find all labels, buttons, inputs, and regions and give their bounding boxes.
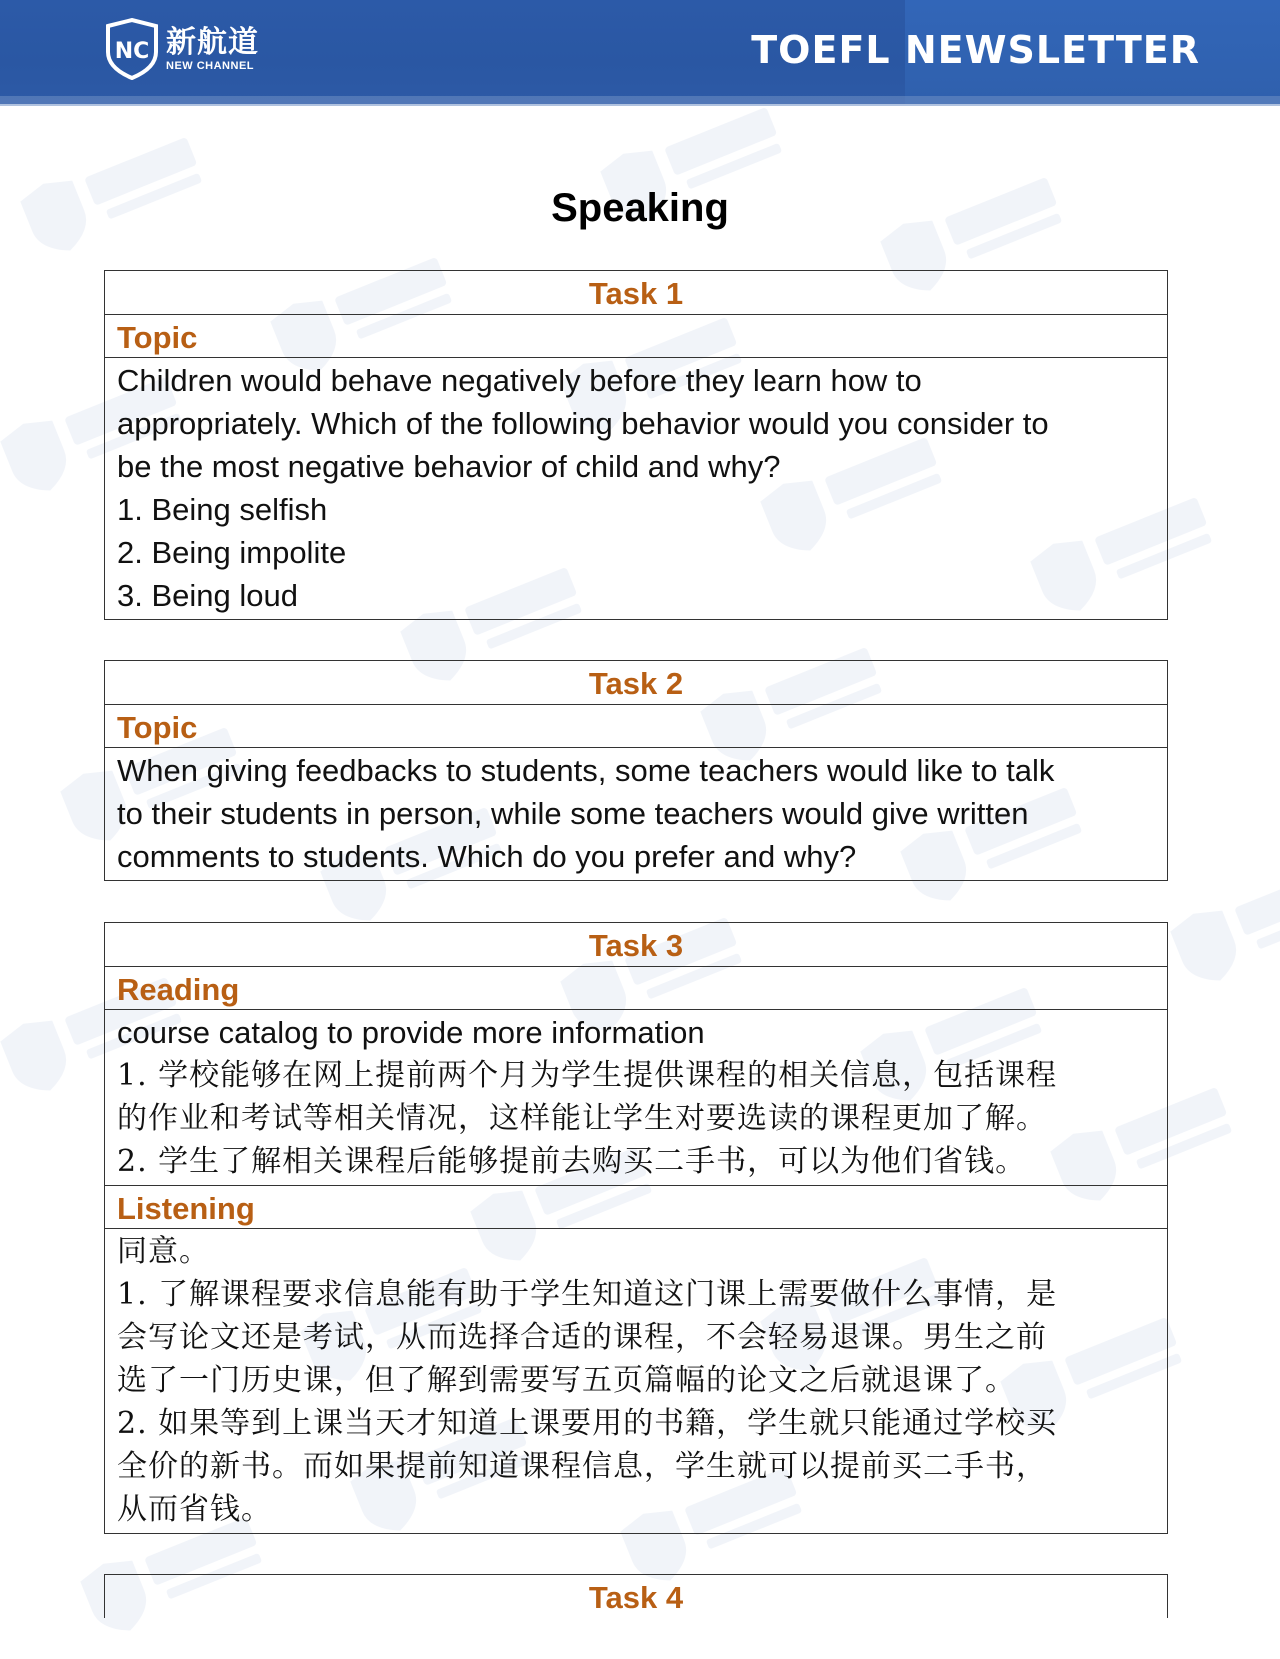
body-line: Children would behave negatively before they learn how to	[117, 363, 922, 398]
newsletter-title: TOEFL NEWSLETTER	[751, 28, 1200, 72]
task-title: Task 1	[588, 276, 684, 311]
logo-english-name: NEW CHANNEL	[166, 60, 254, 72]
body-line: 2. 学生了解相关课程后能够提前去购买二手书，可以为他们省钱。	[117, 1144, 1027, 1179]
body-line: 2. 如果等到上课当天才知道上课要用的书籍，学生就只能通过学校买	[117, 1406, 1058, 1441]
body-line: 选了一门历史课，但了解到需要写五页篇幅的论文之后就退课了。	[117, 1363, 1016, 1398]
body-line: 3. Being loud	[117, 578, 298, 613]
body-line: course catalog to provide more information	[117, 1015, 705, 1050]
brand-logo	[104, 18, 259, 80]
body-line: 从而省钱。	[117, 1492, 272, 1527]
body-line: 的作业和考试等相关情况，这样能让学生对要选读的课程更加了解。	[117, 1101, 1047, 1136]
section-body	[105, 357, 1167, 619]
section-heading: Reading	[105, 966, 1167, 1009]
task-2-table	[104, 660, 1168, 881]
body-line: 1. 学校能够在网上提前两个月为学生提供课程的相关信息，包括课程	[117, 1058, 1058, 1093]
task-title: Task 4	[588, 1580, 684, 1615]
body-line: be the most negative behavior of child and why?	[117, 449, 781, 484]
section-heading: Topic	[105, 314, 1167, 357]
task-3-table	[104, 922, 1168, 1534]
body-line: 会写论文还是考试，从而选择合适的课程，不会轻易退课。男生之前	[117, 1320, 1047, 1355]
body-line: comments to students. Which do you prefer and why?	[117, 839, 857, 874]
body-line: When giving feedbacks to students, some teachers would like to talk	[117, 753, 1055, 788]
body-line: appropriately. Which of the following behavior would you consider to	[117, 406, 1049, 441]
body-line: 2. Being impolite	[117, 535, 347, 570]
watermark-logo-icon	[1159, 846, 1280, 1009]
section-body	[105, 1009, 1167, 1185]
section-heading: Topic	[105, 704, 1167, 747]
body-line: to their students in person, while some teachers would give written	[117, 796, 1029, 831]
body-line: 1. 了解课程要求信息能有助于学生知道这门课上需要做什么事情，是	[117, 1277, 1058, 1312]
task-title: Task 3	[588, 928, 684, 963]
shield-logo-icon	[104, 18, 160, 80]
section-body	[105, 1228, 1167, 1533]
body-line: 全价的新书。而如果提前知道课程信息，学生就可以提前买二手书，	[117, 1449, 1047, 1484]
logo-chinese-name: 新航道	[166, 25, 259, 60]
section-heading: Listening	[105, 1185, 1167, 1228]
header-divider	[0, 96, 1280, 106]
body-line: 1. Being selfish	[117, 492, 328, 527]
section-body	[105, 747, 1167, 880]
logo-badge-text: NC	[114, 39, 150, 64]
task-4-table	[104, 1574, 1168, 1618]
task-1-table	[104, 270, 1168, 620]
page-title: Speaking	[551, 186, 729, 230]
task-title: Task 2	[588, 666, 684, 701]
body-line: 同意。	[117, 1234, 210, 1269]
